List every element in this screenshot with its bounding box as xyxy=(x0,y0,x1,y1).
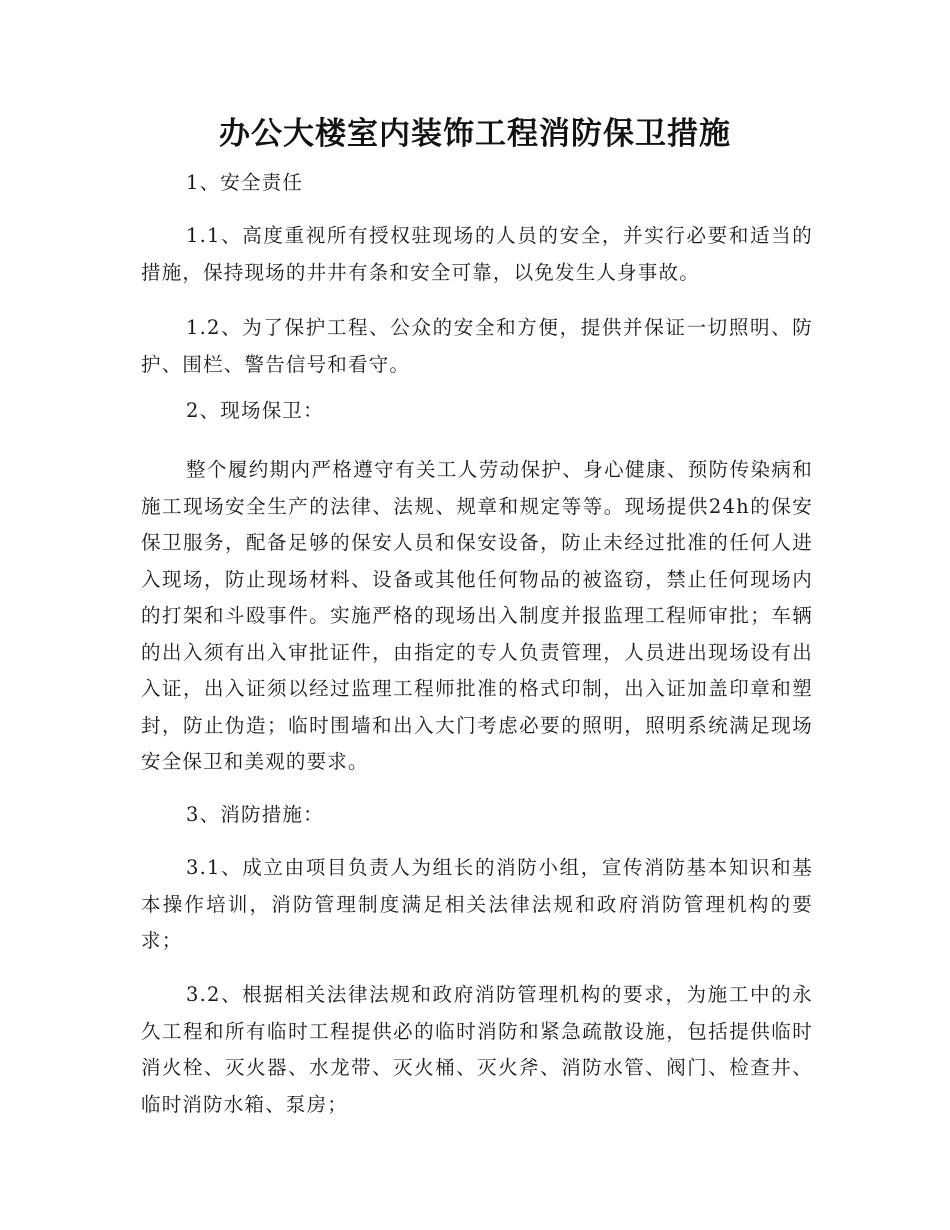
paragraph-1-2: 1.2、为了保护工程、公众的安全和方便，提供并保证一切照明、防护、围栏、警告信号和看守。 xyxy=(141,316,813,376)
section-heading-2: 2、现场保卫： xyxy=(186,399,324,422)
paragraph-3-2: 3.2、根据相关法律法规和政府消防管理机构的要求，为施工中的永久工程和所有临时工程提供必的临时消防和紧急疏散设施，包括提供临时消火栓、灭火器、水龙带、灭火桶、灭火斧、消防水管、阀门、检查井、临时消防水箱、泵房； xyxy=(141,983,813,1116)
paragraph-3-1: 3.1、成立由项目负责人为组长的消防小组，宣传消防基本知识和基本操作培训，消防管理制度满足相关法律法规和政府消防管理机构的要求； xyxy=(141,856,813,952)
document-title: 办公大楼室内装饰工程消防保卫措施 xyxy=(219,116,731,152)
paragraph-2-body: 整个履约期内严格遵守有关工人劳动保护、身心健康、预防传染病和施工现场安全生产的法律、法规、规章和规定等等。现场提供24h的保安保卫服务，配备足够的保安人员和保安设备，防止未经过批准的任何人进入现场，防止现场材料、设备或其他任何物品的被盗窃，禁止任何现场内的打架和斗殴事件。实施严格的现场出入制度并报监理工程师审批；车辆的出入须有出入审批证件，由指定的专人负责管理，人员进出现场设有出入证，出入证须以经过监理工程师批准的格式印制，出入证加盖印章和塑封，防止伪造；临时围墙和出入大门考虑必要的照明，照明系统满足现场安全保卫和美观的要求。 xyxy=(141,458,813,773)
section-heading-3: 3、消防措施： xyxy=(186,803,324,826)
paragraph-1-1: 1.1、高度重视所有授权驻现场的人员的安全，并实行必要和适当的措施，保持现场的井井有条和安全可靠，以免发生人身事故。 xyxy=(141,224,813,284)
section-heading-1: 1、安全责任 xyxy=(186,171,304,194)
